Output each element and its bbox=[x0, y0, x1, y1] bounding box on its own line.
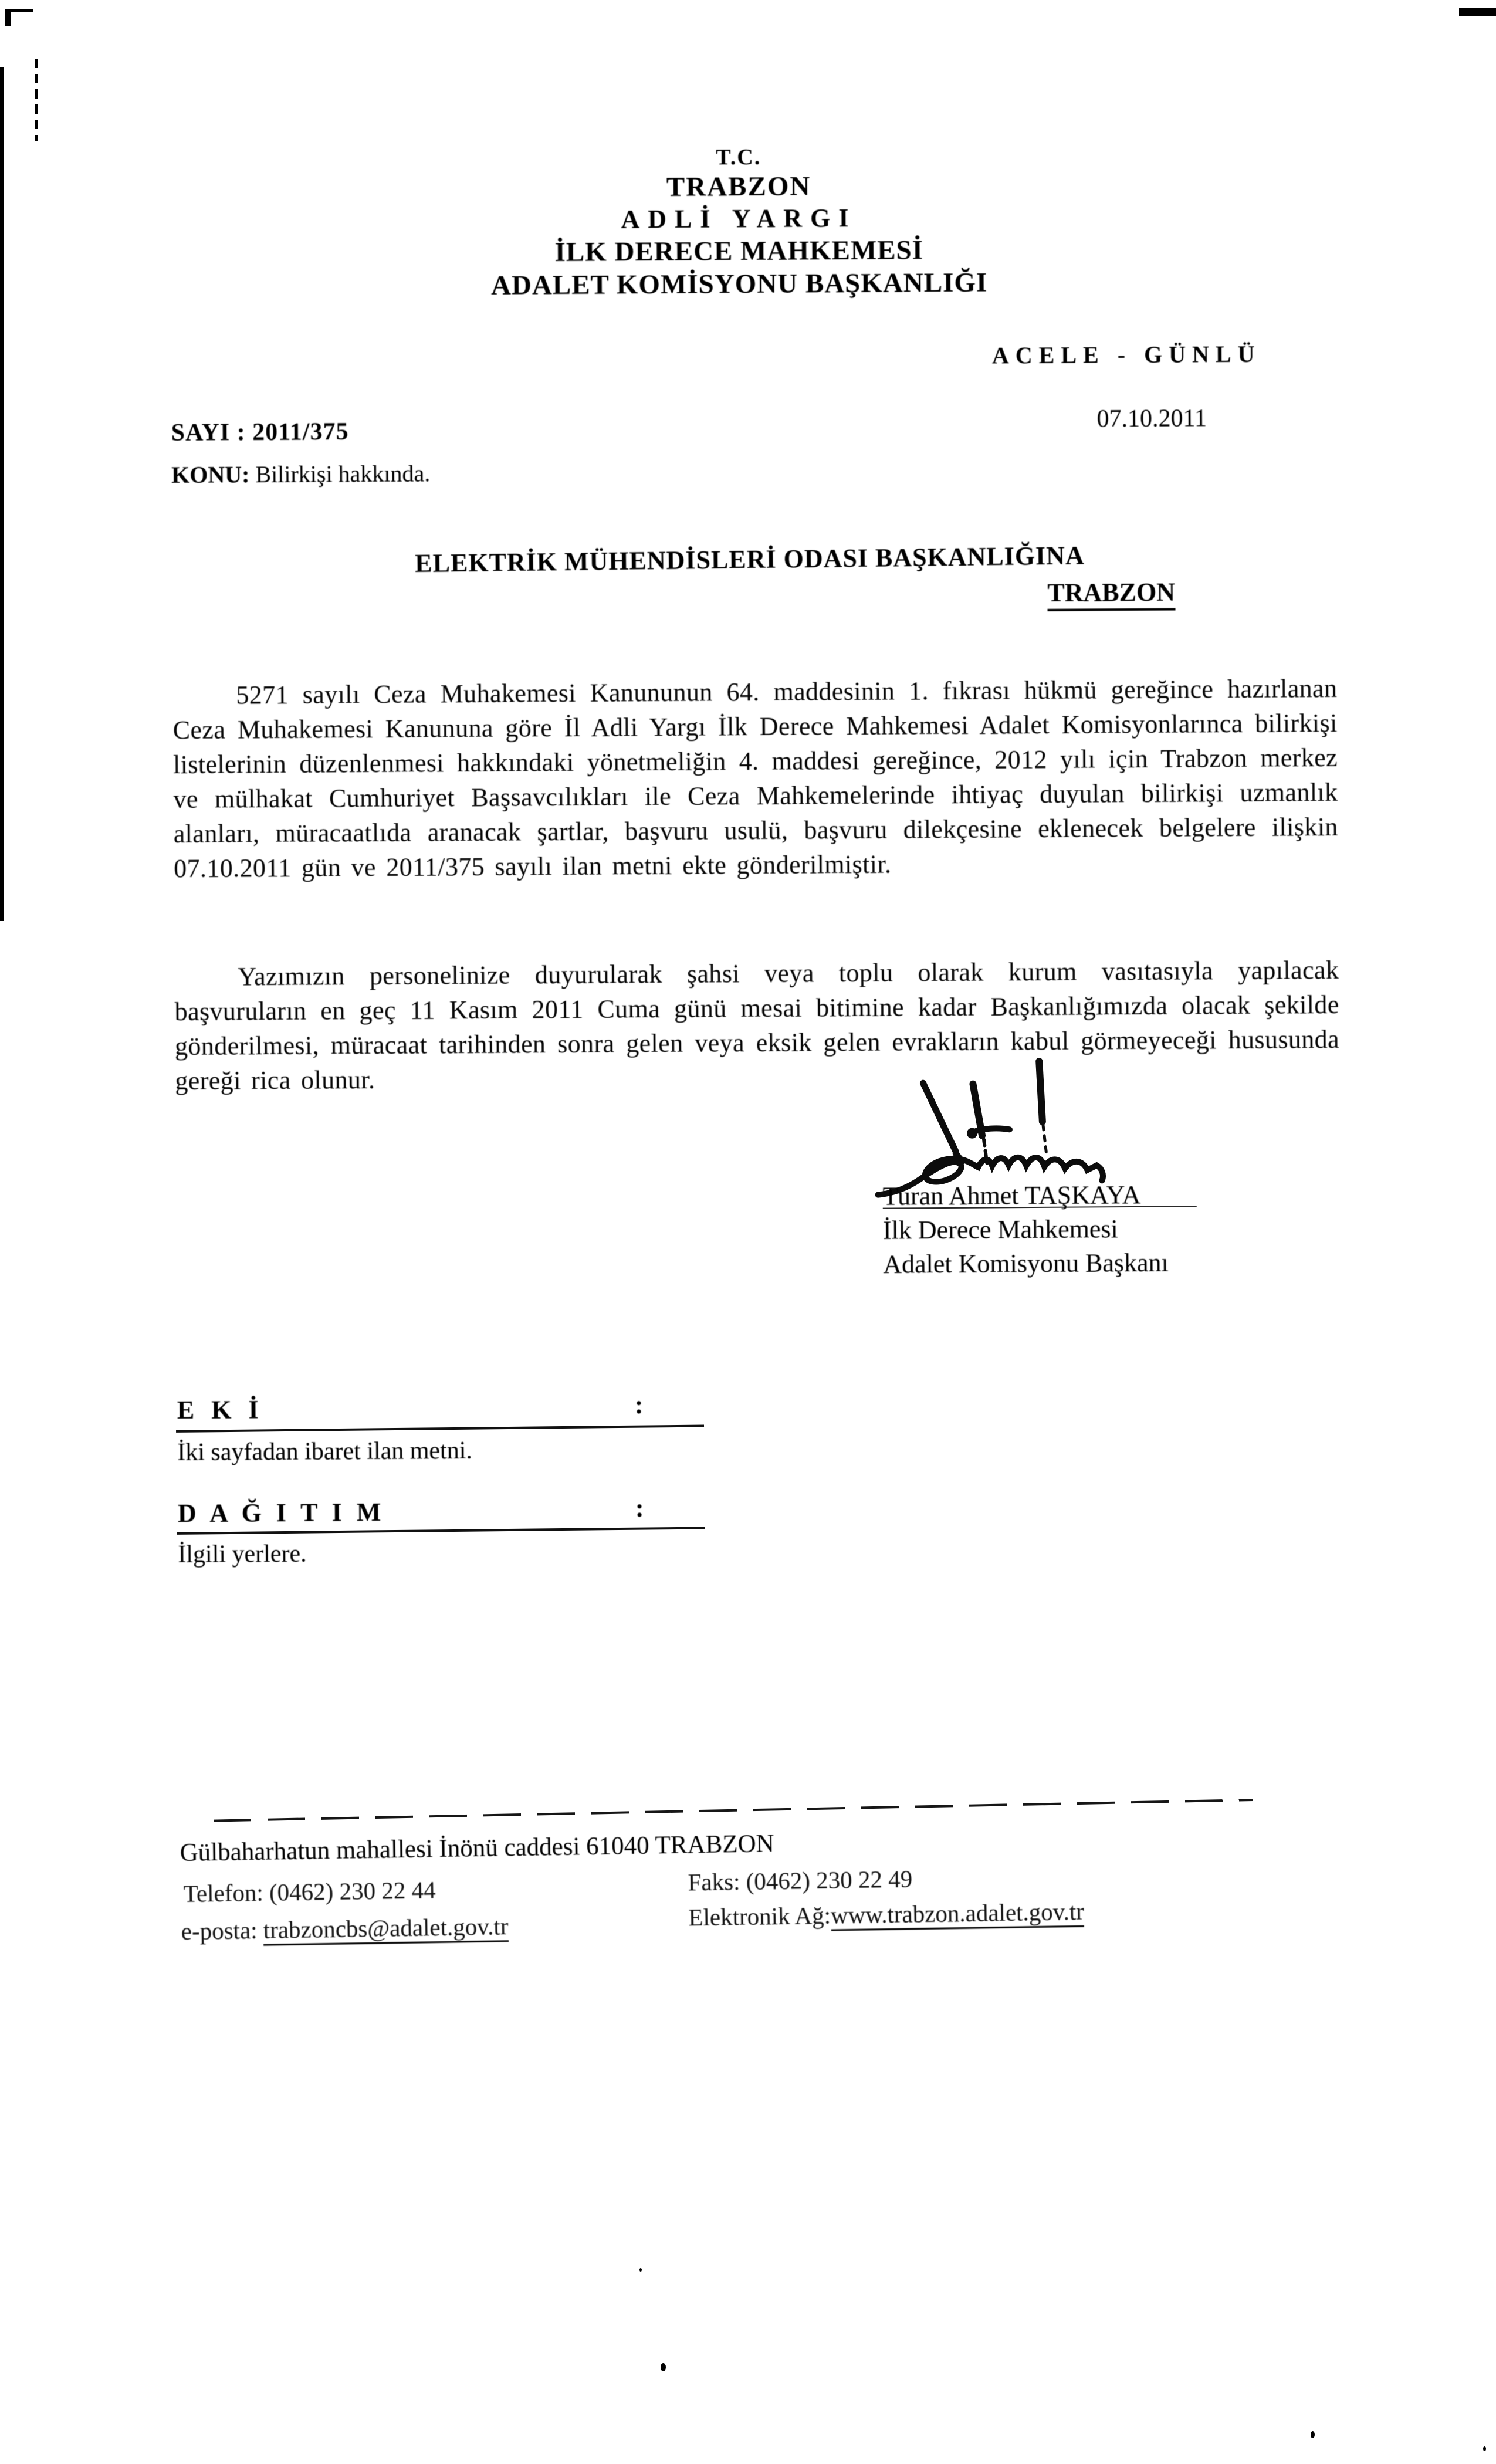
attachment-underline bbox=[176, 1425, 704, 1433]
signer-block bbox=[882, 1178, 1168, 1282]
attachment-colon: : bbox=[634, 1390, 644, 1420]
letterhead-court: İLK DERECE MAHKEMESİ bbox=[554, 235, 924, 268]
konu-value: Bilirkişi hakkında. bbox=[255, 460, 431, 488]
footer-phone: Telefon: (0462) 230 22 44 bbox=[183, 1876, 436, 1907]
distribution-colon: : bbox=[635, 1494, 644, 1523]
footer-fax: Faks: (0462) 230 22 49 bbox=[688, 1865, 913, 1896]
distribution-text: İlgili yerlere. bbox=[178, 1540, 307, 1568]
footer-email-link: trabzoncbs@adalet.gov.tr bbox=[263, 1913, 508, 1946]
addressee-title: ELEKTRİK MÜHENDİSLERİ ODASI BAŞKANLIĞINA bbox=[415, 540, 1085, 578]
distribution-underline bbox=[177, 1527, 705, 1534]
distribution-label: D A Ğ I T I M bbox=[177, 1497, 385, 1528]
footer-address: Gülbaharhatun mahallesi İnönü caddesi 61040 TRABZON bbox=[180, 1830, 775, 1867]
attachment-text: İki sayfadan ibaret ilan metni. bbox=[177, 1437, 473, 1466]
attachment-label: E K İ bbox=[177, 1395, 264, 1424]
signer-name: Turan Ahmet TAŞKAYA bbox=[882, 1180, 1141, 1211]
footer-email-label: e-posta: bbox=[181, 1916, 258, 1945]
body-paragraph-2: Yazımızın personelinize duyurularak şahsi veya toplu olarak kurum vasıtasıyla yapılacak başvuruların en geç 11 Kasım 2011 Cuma günü mesai bitimine kadar Başkanlığımızda olacak şekilde gönderilmesi, müracaat tarihinden sonra gelen veya eksik gelen evrakların kabul görmeyeceği hususunda gereği rica olunur. bbox=[174, 955, 1340, 1095]
signer-title-2: Adalet Komisyonu Başkanı bbox=[883, 1248, 1169, 1279]
body-paragraph-1: 5271 sayılı Ceza Muhakemesi Kanununun 64. maddesinin 1. fıkrası hükmü gereğince hazırlanan Ceza Muhakemesi Kanununa göre İl Adli Yargı İlk Derece Mahkemesi Adalet Komisyonlarınca bilirkişi listelerinin düzenlenmesi hakkındaki yönetmeliğin 4. maddesi gereğince, 2012 yılı için Trabzon merkez ve mülhakat Cumhuriyet Başsavcılıkları ile Ceza Mahkemelerinde ihtiyaç duyulan bilirkişi uzmanlık alanları, müracaatlıda aranacak şartlar, başvuru usulü, başvuru dilekçesine eklenecek belgelere ilişkin 07.10.2011 gün ve 2011/375 sayılı ilan metni ekte gönderilmiştir. bbox=[172, 673, 1338, 883]
sayi-label: SAYI : bbox=[171, 419, 246, 446]
konu-label: KONU: bbox=[171, 461, 250, 488]
footer-web-line bbox=[688, 1897, 1084, 1932]
subject-line bbox=[171, 459, 430, 489]
footer-dashed-divider bbox=[214, 1799, 1253, 1822]
letterhead-judiciary: ADLİ YARGI bbox=[621, 203, 857, 234]
letterhead-commission: ADALET KOMİSYONU BAŞKANLIĞI bbox=[490, 267, 988, 301]
signer-title-1: İlk Derece Mahkemesi bbox=[882, 1214, 1118, 1245]
addressee-city: TRABZON bbox=[1047, 577, 1175, 611]
letterhead-tc: T.C. bbox=[716, 144, 761, 170]
document-number-line bbox=[171, 418, 349, 447]
urgency-stamp: ACELE - GÜNLÜ bbox=[991, 340, 1261, 369]
footer-web-link: www.trabzon.adalet.gov.tr bbox=[831, 1898, 1085, 1931]
letterhead-city: TRABZON bbox=[666, 171, 811, 202]
document-date: 07.10.2011 bbox=[1096, 405, 1207, 433]
footer-email-line bbox=[181, 1912, 508, 1945]
sayi-value: 2011/375 bbox=[252, 418, 349, 446]
footer-web-label: Elektronik Ağ: bbox=[688, 1901, 831, 1931]
